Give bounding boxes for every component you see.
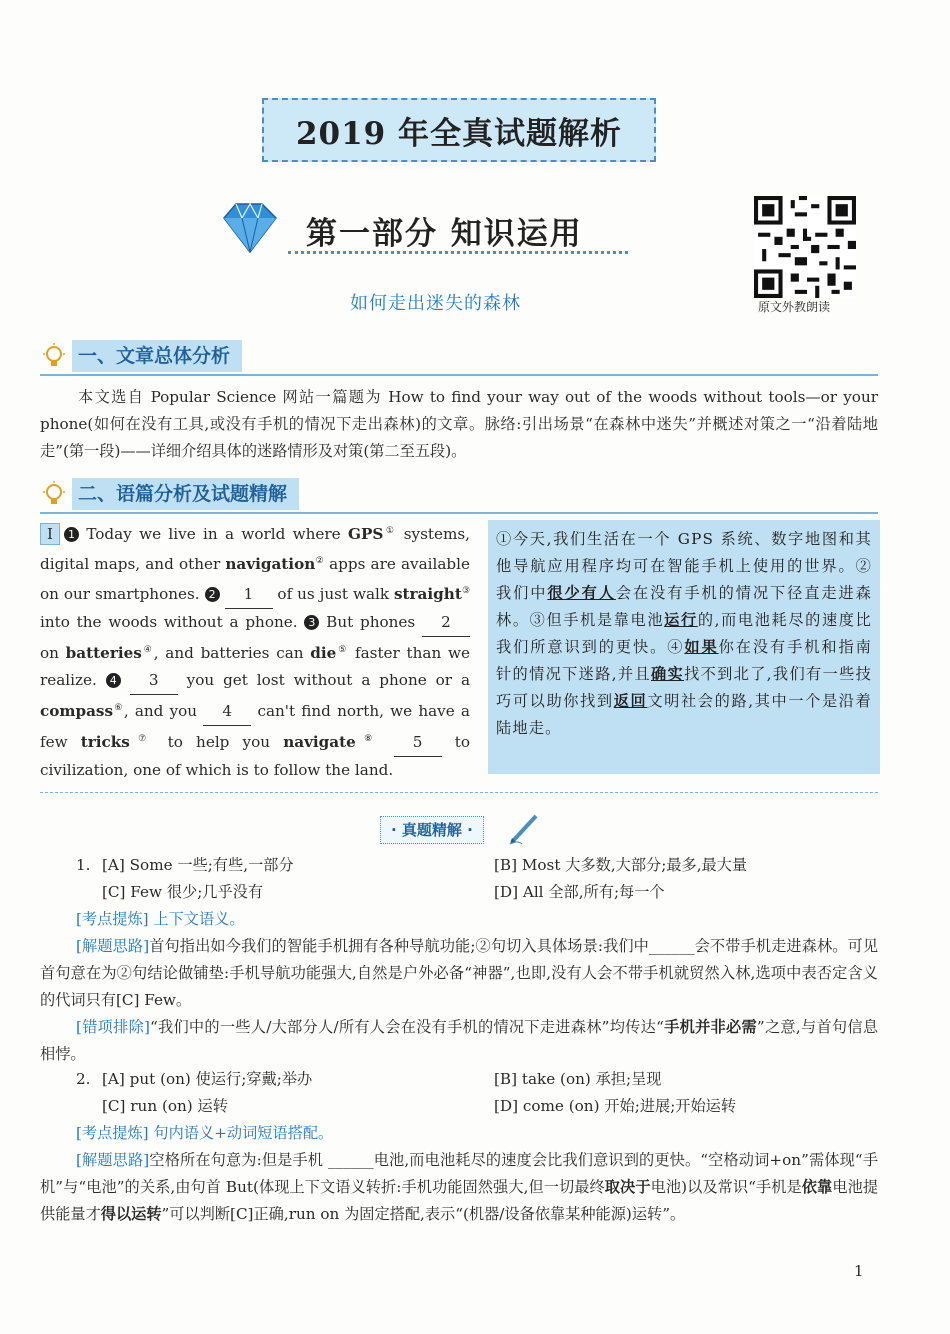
sentence-number: 1: [64, 527, 79, 542]
passage-text: , and batteries can: [153, 644, 311, 663]
page-title: 2019 年全真试题解析: [262, 98, 656, 162]
section-2-title: 二、语篇分析及试题精解: [72, 478, 299, 510]
key-phrase: 返回: [613, 692, 648, 710]
vocab-word: tricks: [80, 733, 130, 752]
translation-text: 会在没有手机的情况下径直走进森林。③但手机是靠电池: [496, 584, 872, 629]
footnote-mark: ⑧: [355, 734, 381, 745]
key-phrase: 确实: [651, 665, 685, 683]
passage-text: systems, digital maps, and other: [40, 525, 470, 574]
cloze-blank-2[interactable]: 2: [422, 609, 470, 637]
translation-text: 你在没有手机和指南针的情况下迷路,并且: [496, 638, 872, 683]
note-text: 电池提供能量才: [40, 1178, 879, 1223]
note-emphasis: 依靠: [801, 1178, 833, 1196]
translation-box: [488, 520, 880, 774]
passage-text: into the woods without a phone.: [40, 613, 298, 632]
sentence-number: 3: [304, 615, 319, 630]
note-label: [考点提炼]: [76, 910, 149, 928]
note-label: [解题思路]: [76, 937, 150, 955]
cloze-blank-4[interactable]: 4: [203, 698, 251, 726]
note-text: 首句指出如今我们的智能手机拥有各种导航功能;②句切入具体场景:我们中______会不带手机走进森林。可见首句意在为②句结论做铺垫:手机导航功能强大,自然是户外必备“神器”,也即,没有人会不带手机就贸然入林,选项中表否定含义的代词只有[C] Few。: [40, 937, 879, 1009]
overview-text: 本文选自 Popular Science 网站一篇题为 How to find your way out of the woods without tools—or your phone(如何在没有工具,或没有手机的情况下走出森林)的文章。脉络:引出场景“在森林中迷失”并概述对策之一“沿着陆地走”(第一段)——详细介绍具体的迷路情形及对策(第二至五段)。: [40, 388, 878, 460]
vocab-word: die: [310, 644, 337, 663]
q2-option-a[interactable]: [A] put (on) 使运行;穿戴;举办: [102, 1070, 313, 1088]
passage-text: , and you: [123, 702, 204, 721]
passage-paragraph: [40, 518, 470, 784]
q1-number: 1.: [76, 856, 91, 874]
footnote-mark: ③: [461, 586, 471, 597]
note-emphasis: 取决于: [604, 1178, 651, 1196]
cloze-blank-1[interactable]: 1: [225, 581, 273, 609]
part-heading: 第一部分 知识运用: [306, 216, 583, 252]
note-text: ”可以判断[C]正确,run on 为固定搭配,表示“(机器/设备依靠某种能源)运转”。: [161, 1205, 686, 1223]
footnote-mark: ①: [383, 526, 397, 536]
q1-solution: [40, 933, 878, 1014]
note-label: [解题思路]: [76, 1151, 150, 1169]
q2-option-c[interactable]: [C] run (on) 运转: [102, 1097, 228, 1115]
section-1-title: 一、文章总体分析: [72, 340, 242, 372]
diamond-icon: [216, 200, 282, 256]
note-label: [考点提炼]: [76, 1124, 149, 1142]
q2-number: 2.: [76, 1070, 91, 1088]
sentence-number: 4: [106, 673, 121, 688]
q2-key-point: [76, 1120, 876, 1147]
note-text: 上下文语义。: [148, 910, 245, 928]
vocab-word: batteries: [65, 644, 142, 663]
vocab-word: navigate: [283, 733, 356, 752]
translation-text: 找不到北了,我们有一些技巧可以助你找到: [496, 665, 872, 710]
translation-text: ①今天,我们生活在一个 GPS 系统、数字地图和其他导航应用程序均可在智能手机上使用的世界。②我们中: [496, 530, 872, 602]
note-text: 电池)以及常识“手机是: [650, 1178, 802, 1196]
q1-option-d[interactable]: [D] All 全部,所有;每一个: [494, 883, 665, 901]
note-emphasis: 得以运转: [100, 1205, 162, 1223]
cloze-blank-3[interactable]: 3: [130, 667, 178, 695]
footnote-mark: ⑥: [113, 703, 124, 714]
note-label: [错项排除]: [76, 1018, 150, 1036]
q1-option-c[interactable]: [C] Few 很少;几乎没有: [102, 883, 264, 901]
q1-wrong-options: [40, 1014, 878, 1068]
passage-text: apps are available on our smartphones.: [40, 555, 470, 604]
key-phrase: 很少有人: [547, 584, 616, 602]
note-text: “我们中的一些人/大部分人/所有人会在没有手机的情况下走进森林”均传达“: [149, 1018, 664, 1036]
vocab-word: GPS: [347, 525, 384, 544]
passage-text: can't find north, we have a few: [40, 702, 470, 752]
passage-text: on: [40, 644, 66, 663]
lightbulb-icon: [40, 480, 68, 508]
section-1-header: [40, 340, 878, 376]
passage-text: faster than we realize.: [40, 644, 470, 690]
section-2-header: [40, 478, 878, 514]
page-number: 1: [854, 1262, 864, 1280]
passage-text: to help you: [154, 733, 284, 752]
q2-solution: [40, 1147, 878, 1228]
vocab-word: compass: [40, 702, 114, 721]
footnote-mark: ⑦: [129, 734, 155, 745]
qr-code-icon[interactable]: [754, 196, 856, 298]
pencil-icon: [508, 812, 542, 846]
q1-option-b[interactable]: [B] Most 大多数,大部分;最多,最大量: [494, 856, 748, 874]
footnote-mark: ⑤: [336, 645, 349, 656]
q2-option-b[interactable]: [B] take (on) 承担;呈现: [494, 1070, 662, 1088]
translation-text: 文明社会的路,其中一个是沿着陆地走。: [496, 692, 872, 737]
q1-option-a[interactable]: [A] Some 一些;有些,一部分: [102, 856, 294, 874]
vocab-word: straight: [393, 585, 462, 604]
passage-text: to civilization, one of which is to follow the land.: [40, 733, 471, 780]
passage-text: you get lost without a phone or a: [177, 671, 471, 690]
lightbulb-icon: [40, 342, 68, 370]
key-phrase: 如果: [684, 638, 719, 656]
footnote-mark: ②: [315, 556, 324, 567]
note-emphasis: 手机并非必需: [663, 1018, 757, 1036]
footnote-mark: ④: [141, 645, 154, 656]
article-subtitle: 如何走出迷失的森林: [350, 293, 521, 314]
dashed-divider: [40, 792, 878, 793]
q2-option-d[interactable]: [D] come (on) 开始;进展;开始运转: [494, 1097, 737, 1115]
passage-text: of us just walk: [272, 585, 394, 604]
key-phrase: 运行: [664, 611, 698, 629]
sentence-number: 2: [205, 587, 220, 602]
analysis-tag: · 真题精解 ·: [380, 816, 484, 844]
q1-key-point: [76, 906, 876, 933]
passage-text: But phones: [319, 613, 422, 632]
qr-caption: 原文外教朗读: [758, 300, 831, 314]
paragraph-label: I: [40, 523, 60, 545]
note-text: ”之意,与首句信息相悖。: [40, 1018, 879, 1063]
note-text: 句内语义+动词短语搭配。: [148, 1124, 334, 1142]
passage-text: Today we live in a world where: [86, 525, 348, 544]
cloze-blank-5[interactable]: 5: [394, 729, 442, 757]
vocab-word: navigation: [225, 555, 316, 574]
translation-text: 的,而电池耗尽的速度比我们所意识到的更快。④: [496, 611, 873, 656]
heading-divider: [288, 251, 628, 254]
note-text: 空格所在句意为:但是手机 ______电池,而电池耗尽的速度会比我们意识到的更快。“空格动词+on”需体现“手机”与“电池”的关系,由句首 But(体现上下文语义转折:手机功能固然强大,但一切最终: [40, 1151, 879, 1196]
